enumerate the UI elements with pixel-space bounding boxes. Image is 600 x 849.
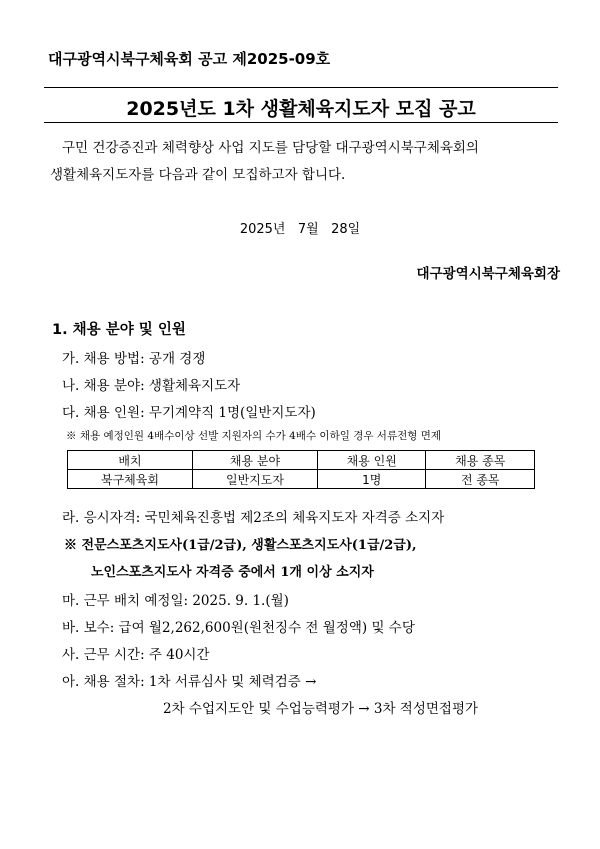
intro-line-1: 구민 건강증진과 체력향상 사업 지도를 담당할 대구광역시북구체육회의	[62, 140, 479, 156]
table-cell: 1명	[317, 470, 426, 489]
screening-note: ※ 채용 예정인원 4배수이상 선발 지원자의 수가 4배수 이하일 경우 서류전형 면제	[66, 430, 442, 442]
section-heading-recruitment: 1. 채용 분야 및 인원	[52, 322, 186, 338]
item-recruit-method: 가. 채용 방법: 공개 경쟁	[62, 351, 206, 367]
recruitment-table	[67, 450, 535, 489]
item-salary: 바. 보수: 급여 월2,262,600원(원천징수 전 월정액) 및 수당	[62, 620, 415, 636]
item-recruit-count: 다. 채용 인원: 무기계약직 1명(일반지도자)	[62, 405, 316, 421]
notice-date: 2025년 7월 28일	[239, 222, 361, 237]
table-header-row	[68, 451, 535, 470]
item-procedure: 아. 채용 절차: 1차 서류심사 및 체력검증 →	[62, 674, 317, 690]
issuer-name: 대구광역시북구체육회장	[416, 266, 560, 282]
table-cell: 북구체육회	[68, 470, 193, 489]
item-qualification: 라. 응시자격: 국민체육진흥법 제2조의 체육지도자 자격증 소지자	[62, 510, 445, 526]
table-header-cell: 채용 분야	[192, 451, 317, 470]
qualification-note-line-1: ※ 전문스포츠지도사(1급/2급), 생활스포츠지도사(1급/2급),	[64, 538, 417, 553]
table-header-cell: 배치	[68, 451, 193, 470]
table-cell: 전 종목	[426, 470, 535, 489]
qualification-note-line-2: 노인스포츠지도사 자격증 중에서 1개 이상 소지자	[91, 565, 374, 580]
item-work-hours: 사. 근무 시간: 주 40시간	[62, 647, 210, 663]
notice-number: 대구광역시북구체육회 공고 제2025-09호	[48, 50, 331, 68]
table-header-cell: 채용 인원	[317, 451, 426, 470]
table-cell: 일반지도자	[192, 470, 317, 489]
item-procedure-continued: 2차 수업지도안 및 수업능력평가 → 3차 적성면접평가	[163, 701, 479, 717]
page-title: 2025년도 1차 생활체육지도자 모집 공고	[126, 98, 476, 120]
intro-line-2: 생활체육지도자를 다음과 같이 모집하고자 합니다.	[50, 167, 346, 183]
item-recruit-field: 나. 채용 분야: 생활체육지도자	[62, 378, 241, 394]
item-start-date: 마. 근무 배치 예정일: 2025. 9. 1.(월)	[62, 593, 289, 609]
table-row	[68, 470, 535, 489]
table-header-cell: 채용 종목	[426, 451, 535, 470]
title-box	[44, 87, 558, 123]
